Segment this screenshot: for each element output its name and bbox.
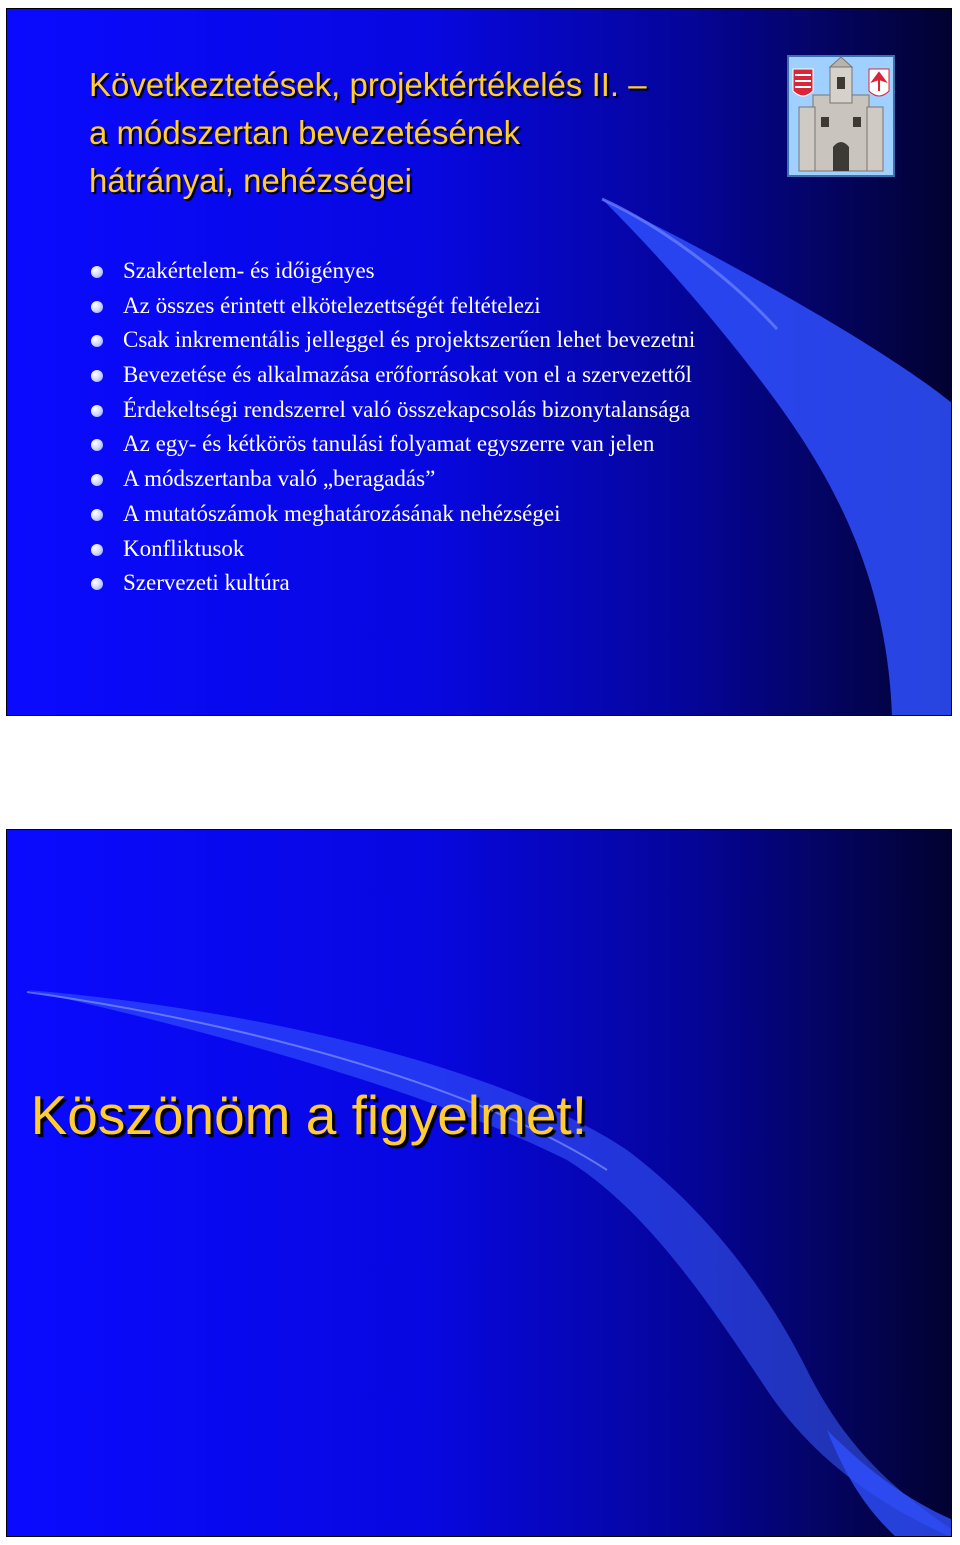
bullet-icon (91, 578, 103, 590)
list-item: Konfliktusok (89, 532, 695, 567)
slide-conclusions (6, 8, 952, 716)
background-swoosh-decoration (7, 830, 952, 1537)
thank-you-heading: Köszönöm a figyelmet! (30, 1084, 587, 1146)
bullet-icon (91, 509, 103, 521)
list-item: A mutatószámok meghatározásának nehézségei (89, 497, 695, 532)
bullet-icon (91, 266, 103, 278)
slide-title (89, 61, 789, 205)
list-item: Szakértelem- és időigényes (89, 254, 695, 289)
list-item: Szervezeti kultúra (89, 566, 695, 601)
slide-thank-you (6, 829, 952, 1537)
list-item: Az összes érintett elkötelezettségét feltételezi (89, 289, 695, 324)
bullet-icon (91, 474, 103, 486)
bullet-icon (91, 335, 103, 347)
title-line-3: hátrányai, nehézségei (89, 162, 412, 199)
list-item: Érdekeltségi rendszerrel való összekapcsolás bizonytalansága (89, 393, 695, 428)
bullet-icon (91, 301, 103, 313)
list-item: Bevezetése és alkalmazása erőforrásokat von el a szervezettől (89, 358, 695, 393)
list-item: A módszertanba való „beragadás” (89, 462, 695, 497)
bullet-list (89, 254, 695, 601)
bullet-icon (91, 439, 103, 451)
bullet-icon (91, 544, 103, 556)
bullet-icon (91, 370, 103, 382)
coat-of-arms-logo (787, 55, 895, 177)
list-item: Csak inkrementális jelleggel és projektszerűen lehet bevezetni (89, 323, 695, 358)
title-line-2: a módszertan bevezetésének (89, 114, 521, 151)
title-line-1: Következtetések, projektértékelés II. – (89, 66, 647, 103)
bullet-icon (91, 405, 103, 417)
list-item: Az egy- és kétkörös tanulási folyamat egyszerre van jelen (89, 427, 695, 462)
